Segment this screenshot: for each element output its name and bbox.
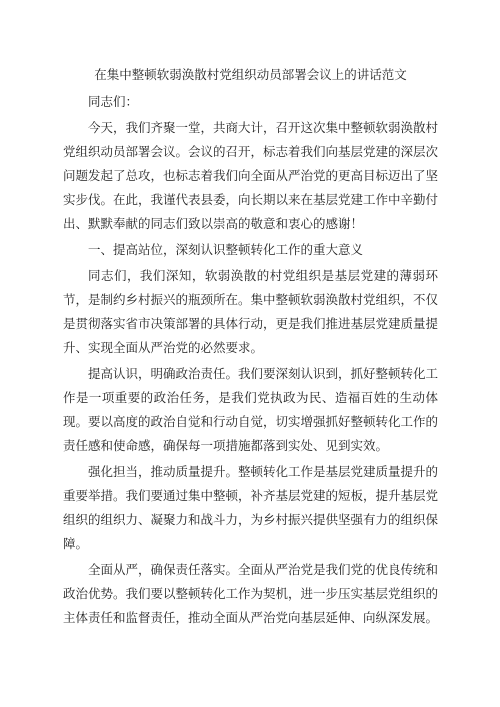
paragraph-strict-governance: 全面从严，确保责任落实。全面从严治党是我们党的优良传统和政治优势。我们要以整顿转化工作为契机，进一步压实基层党组织的主体责任和监督责任，推动全面从严治党向基层延伸、向纵深发展。 [63, 562, 439, 625]
salutation: 同志们： [88, 94, 139, 109]
section-heading-1: 一、提高站位，深刻认识整顿转化工作的重大意义 [88, 242, 364, 257]
paragraph-significance: 同志们，我们深知，软弱涣散的村党组织是基层党建的薄弱环节，是制约乡村振兴的瓶颈所在。集中整顿软弱涣散村党组织，不仅是贯彻落实省市决策部署的具体行动，更是我们推进基层党建质量提升、实现全面从严治党的必然要求。 [63, 268, 439, 355]
document-body [63, 62, 438, 630]
paragraph-opening: 今天，我们齐聚一堂，共商大计，召开这次集中整顿软弱涣散村党组织动员部署会议。会议的召开，标志着我们向基层党建的深层次问题发起了总攻，也标志着我们向全面从严治党的更高目标迈出了坚实步伐。在此，我谨代表县委，向长期以来在基层党建工作中辛勤付出、默默奉献的同志们致以崇高的敬意和衷心的感谢！ [63, 120, 439, 231]
document-title: 在集中整顿软弱涣散村党组织动员部署会议上的讲话范文 [94, 67, 407, 82]
paragraph-responsibility: 强化担当，推动质量提升。整顿转化工作是基层党建质量提升的重要举措。我们要通过集中整顿，补齐基层党建的短板，提升基层党组织的组织力、凝聚力和战斗力，为乡村振兴提供坚强有力的组织保障。 [63, 464, 439, 551]
paragraph-awareness: 提高认识，明确政治责任。我们要深刻认识到，抓好整顿转化工作是一项重要的政治任务，是我们党执政为民、造福百姓的生动体现。要以高度的政治自觉和行动自觉，切实增强抓好整顿转化工作的责任感和使命感，确保每一项措施都落到实处、见到实效。 [63, 366, 439, 453]
